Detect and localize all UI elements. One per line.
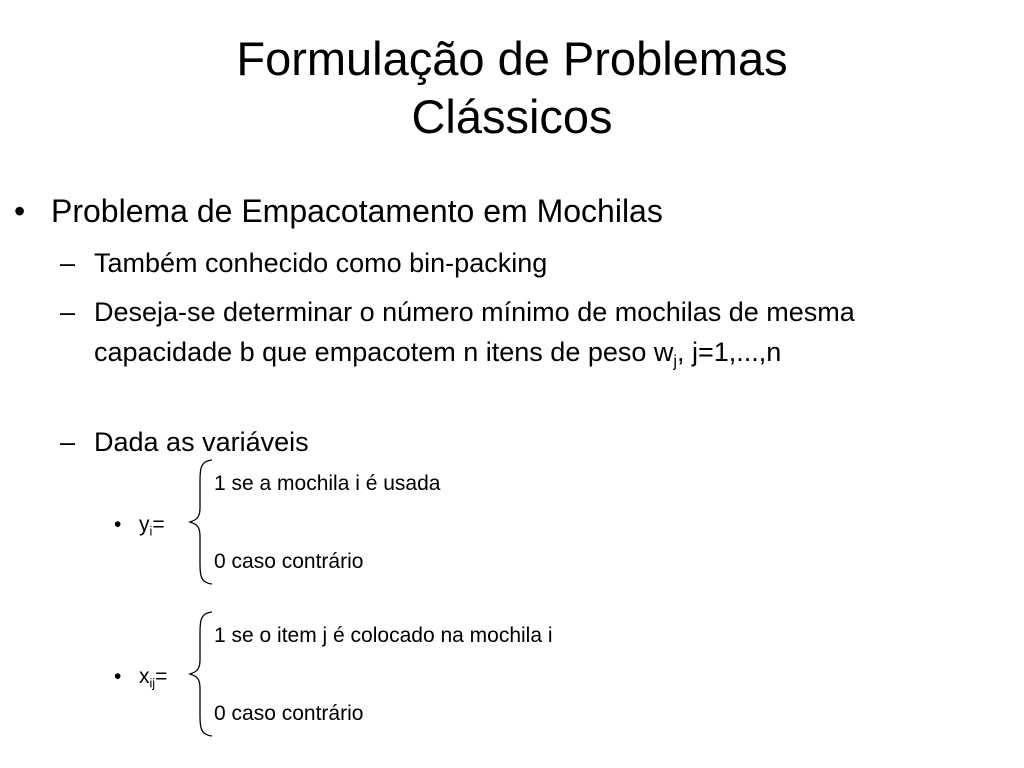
y-variable-label [139,511,165,539]
x-index: ij [149,676,156,691]
x-equals: = [155,665,168,688]
sub-bullet-2-text [94,292,974,372]
sub-bullet-2-part-b: , j=1,...,n [677,337,782,367]
y-name: y [139,513,150,536]
y-brace-icon [188,458,216,586]
small-bullet-icon: • [114,513,122,536]
dash-icon: – [60,297,76,327]
x-name: x [139,665,150,688]
sub-bullet-3-text: Dada as variáveis [94,427,309,457]
y-equals: = [152,513,165,536]
y-case-0: 0 caso contrário [214,550,364,573]
x-variable-label [139,663,167,691]
y-case-1: 1 se a mochila i é usada [214,472,441,495]
bullet-icon: • [14,193,26,229]
title-line-1: Formulação de Problemas [236,32,788,85]
x-case-1: 1 se o item j é colocado na mochila i [214,624,553,647]
x-brace-icon [188,610,216,738]
y-index: i [149,524,153,539]
dash-icon: – [60,248,76,278]
slide-title [0,30,1024,146]
weight-subscript: j [673,352,677,371]
bullet-main-text: Problema de Empacotamento em Mochilas [51,193,663,229]
sub-bullet-2-part-a: Deseja-se determinar o número mínimo de mochilas de mesma capacidade b que empacotem n itens de peso w [94,297,855,367]
x-case-0: 0 caso contrário [214,702,364,725]
title-line-2: Clássicos [411,90,613,143]
small-bullet-icon: • [114,665,122,688]
dash-icon: – [60,427,76,457]
sub-bullet-1-text: Também conhecido como bin-packing [94,248,548,278]
